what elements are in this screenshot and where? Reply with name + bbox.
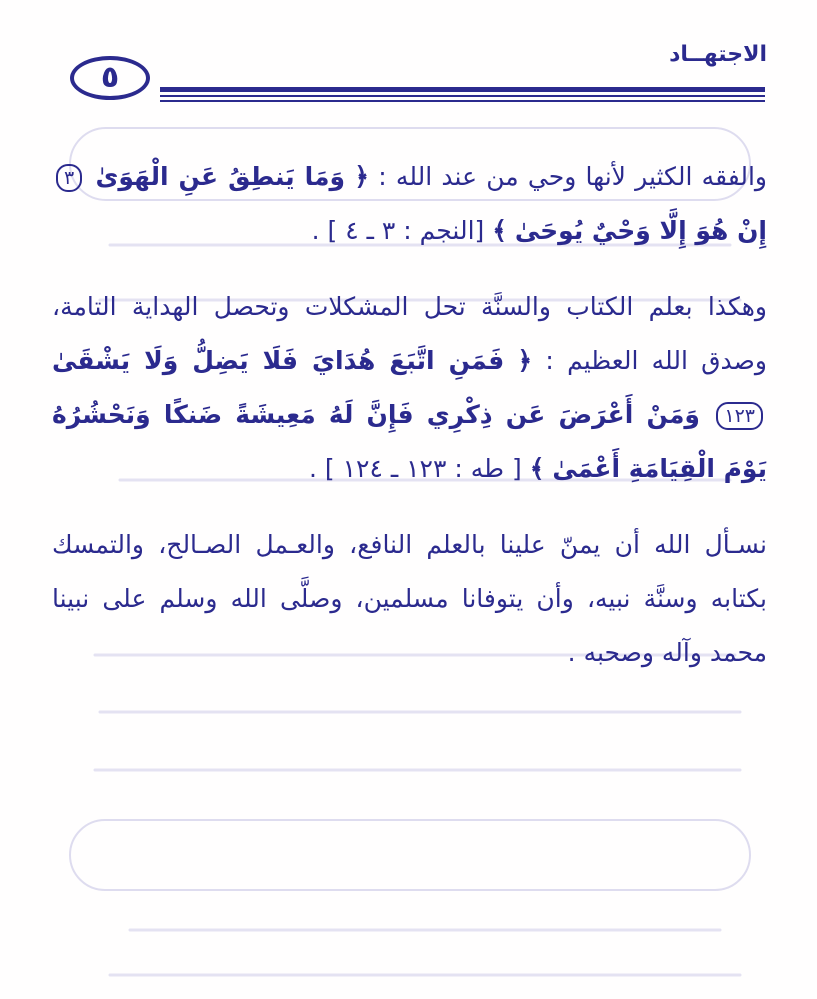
quran-citation: [ طه : ١٢٣ ـ ١٢٤ ] . — [309, 454, 522, 483]
paragraph-2-intro: وهكذا بعلم الكتاب والسنَّة تحل المشكلات وتحصل الهداية التامة، وصدق الله العظيم : — [52, 292, 767, 375]
quran-verse: فَمَنِ اتَّبَعَ هُدَايَ فَلَا يَضِلُّ وَلَا يَشْقَىٰ — [52, 346, 505, 375]
quran-verse: وَمَا يَنطِقُ عَنِ الْهَوَىٰ — [95, 162, 346, 191]
quran-bracket-close: ﴾ — [529, 454, 545, 483]
verse-number-marker: ٣ — [56, 164, 82, 192]
verse-number-marker: ١٢٣ — [716, 402, 763, 430]
paragraph-1 — [52, 150, 767, 258]
quran-bracket-open: ﴿ — [354, 162, 369, 191]
quran-verse: إِنْ هُوَ إِلَّا وَحْيٌ يُوحَىٰ — [514, 216, 767, 245]
paragraph-3 — [52, 518, 767, 680]
quran-bracket-open: ﴿ — [517, 346, 533, 375]
paragraph-2 — [52, 280, 767, 496]
header-rule-thick — [160, 87, 765, 92]
page-body — [52, 150, 767, 680]
quran-bracket-close: ﴾ — [492, 216, 507, 245]
paragraph-1-intro: والفقه الكثير لأنها وحي من عند الله : — [378, 162, 768, 191]
page-header-title: الاجتهــاد — [669, 42, 767, 67]
quran-verse: وَمَنْ أَعْرَضَ عَن ذِكْرِي فَإِنَّ لَهُ مَعِيشَةً ضَنكًا وَنَحْشُرُهُ يَوْمَ الْقِيَامَةِ أَعْمَىٰ — [52, 400, 767, 483]
quran-citation: [النجم : ٣ ـ ٤ ] . — [311, 216, 485, 245]
header-rule-thin-2 — [160, 100, 765, 102]
header-rule-thin-1 — [160, 95, 765, 97]
page-number: ٥ — [70, 56, 150, 100]
paragraph-3-text: نسـأل الله أن يمنّ علينا بالعلم النافع، والعـمل الصـالح، والتمسك بكتابه وسنَّة نبيه، وأن يتوفانا مسلمين، وصلَّى الله وسلم على نبينا محمد وآله وصحبه . — [52, 530, 767, 667]
